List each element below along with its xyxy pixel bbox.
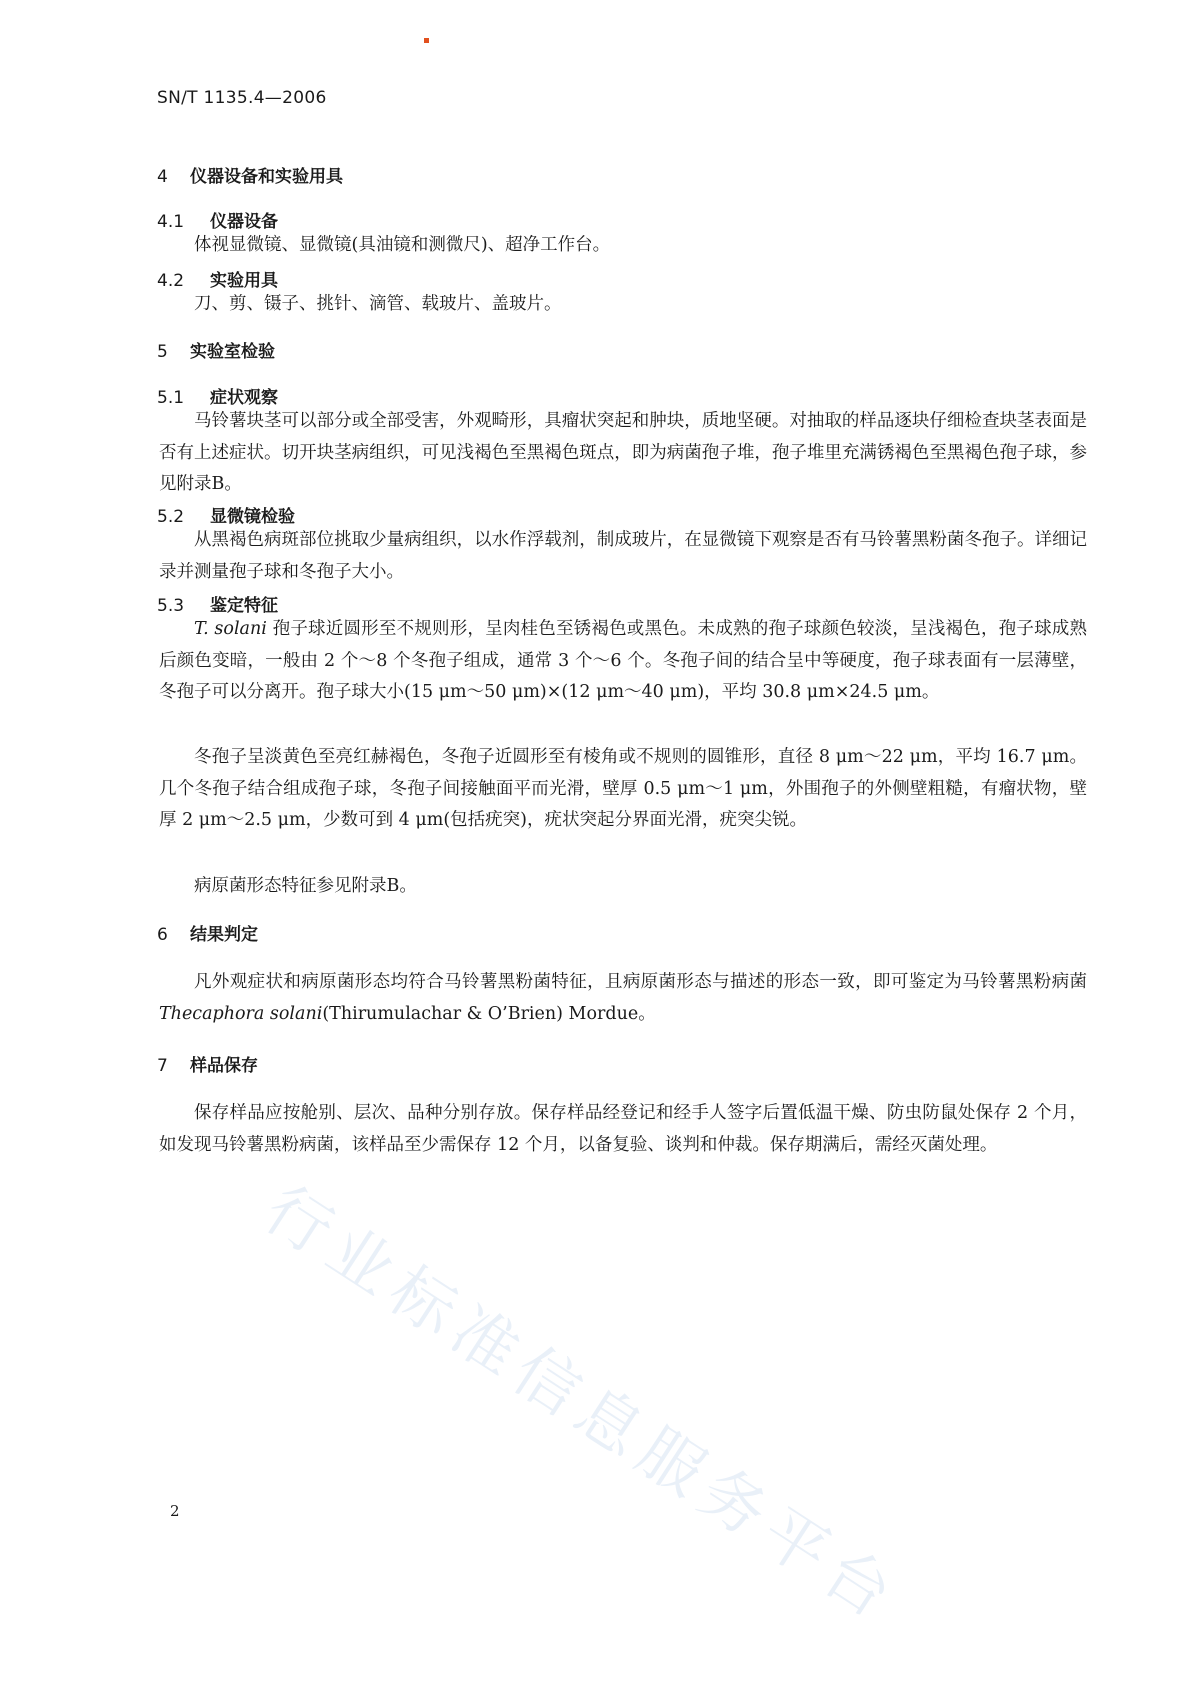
- section-5-heading: 5 实验室检验: [157, 342, 275, 362]
- paragraph-4-2: 刀、剪、镊子、挑针、滴管、载玻片、盖玻片。: [194, 294, 562, 314]
- section-4-1-heading: 4.1 仪器设备: [157, 212, 278, 232]
- paragraph-5-2: 从黑褐色病斑部位挑取少量病组织，以水作浮载剂，制成玻片，在显微镜下观察是否有马铃薯黑粉菌冬孢子。详细记录并测量孢子球和冬孢子大小。: [159, 530, 1087, 582]
- section-6-heading: 6 结果判定: [157, 925, 258, 945]
- paragraph-5-3-c: 病原菌形态特征参见附录B。: [194, 876, 417, 896]
- paragraph-5-3-b: 冬孢子呈淡黄色至亮红赫褐色，冬孢子近圆形至有棱角或不规则的圆锥形，直径 8 μm～22 μm，平均 16.7 μm。几个冬孢子结合组成孢子球，冬孢子间接触面平而光滑，壁厚 0.5 μm～1 μm，外围孢子的外侧壁粗糙，有瘤状物，壁厚 2 μm～2.5 μm，少数可到 4 μm(包括疣突)，疣状突起分界面光滑，疣突尖锐。: [159, 747, 1087, 830]
- section-5-1-heading: 5.1 症状观察: [157, 388, 278, 408]
- paragraph-7: 保存样品应按舱别、层次、品种分别存放。保存样品经登记和经手人签字后置低温干燥、防虫防鼠处保存 2 个月，如发现马铃薯黑粉病菌，该样品至少需保存 12 个月，以备复验、谈判和仲裁。保存期满后，需经灭菌处理。: [159, 1103, 1087, 1155]
- paragraph-5-1: 马铃薯块茎可以部分或全部受害，外观畸形，具瘤状突起和肿块，质地坚硬。对抽取的样品逐块仔细检查块茎表面是否有上述症状。切开块茎病组织，可见浅褐色至黑褐色斑点，即为病菌孢子堆，孢子堆里充满锈褐色至黑褐色孢子球，参见附录B。: [159, 411, 1087, 494]
- paragraph-5-3-a: T. solani 孢子球近圆形至不规则形，呈肉桂色至锈褐色或黑色。未成熟的孢子球颜色较淡，呈浅褐色，孢子球成熟后颜色变暗，一般由 2 个～8 个冬孢子组成，通常 3 个～6 个。冬孢子间的结合呈中等硬度，孢子球表面有一层薄壁，冬孢子可以分离开。孢子球大小(15 μm～50 μm)×(12 μm～40 μm)，平均 30.8 μm×24.5 μm。: [159, 619, 1088, 702]
- section-5-3-heading: 5.3 鉴定特征: [157, 596, 278, 616]
- section-4-2-heading: 4.2 实验用具: [157, 271, 278, 291]
- section-4-heading: 4 仪器设备和实验用具: [157, 167, 343, 187]
- standard-number-header: SN/T 1135.4—2006: [157, 88, 327, 108]
- section-7-heading: 7 样品保存: [157, 1056, 258, 1076]
- orange-mark: [424, 38, 429, 43]
- paragraph-6: 凡外观症状和病原菌形态均符合马铃薯黑粉菌特征，且病原菌形态与描述的形态一致，即可鉴定为马铃薯黑粉病菌 Thecaphora solani(Thirumulachar & O’Brien) Mordue。: [159, 972, 1087, 1024]
- paragraph-4-1: 体视显微镜、显微镜(具油镜和测微尺)、超净工作台。: [194, 235, 611, 255]
- watermark: 行业标准信息服务平台: [251, 1172, 913, 1638]
- page-number: 2: [170, 1502, 180, 1520]
- species-abbrev: T. solani: [194, 619, 267, 639]
- section-5-2-heading: 5.2 显微镜检验: [157, 507, 295, 527]
- species-name: Thecaphora solani: [159, 1003, 323, 1024]
